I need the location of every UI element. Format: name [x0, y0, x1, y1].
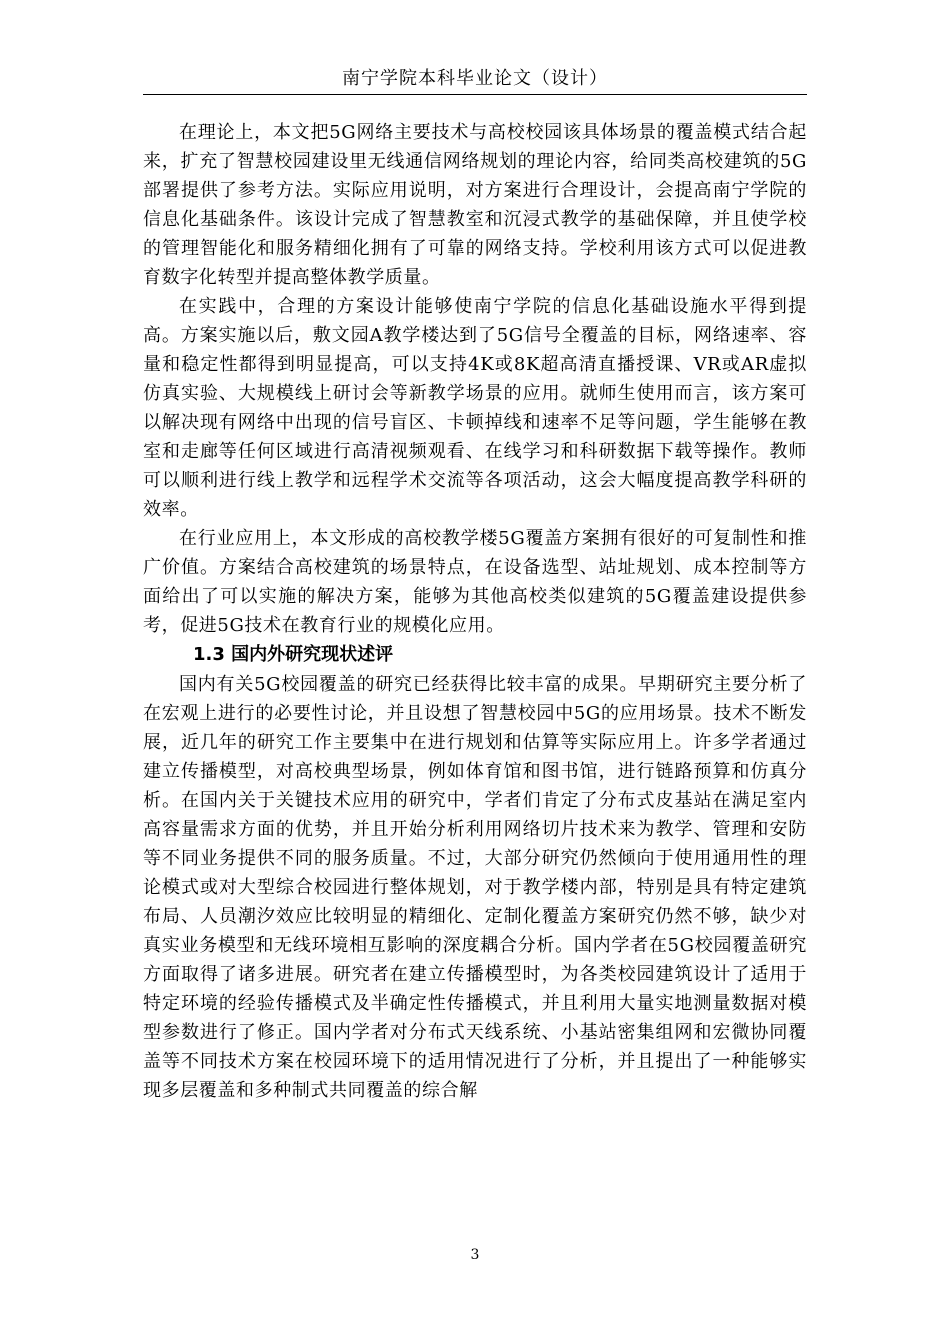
body-text	[143, 118, 807, 1105]
paragraph-theory: 在理论上，本文把5G网络主要技术与高校校园该具体场景的覆盖模式结合起来，扩充了智慧校园建设里无线通信网络规划的理论内容，给同类高校建筑的5G部署提供了参考方法。实际应用说明，对方案进行合理设计，会提高南宁学院的信息化基础条件。该设计完成了智慧教室和沉浸式教学的基础保障，并且使学校的管理智能化和服务精细化拥有了可靠的网络支持。学校利用该方式可以促进教育数字化转型并提高整体教学质量。	[143, 122, 807, 288]
paragraph-practice: 在实践中，合理的方案设计能够使南宁学院的信息化基础设施水平得到提高。方案实施以后，敷文园A教学楼达到了5G信号全覆盖的目标，网络速率、容量和稳定性都得到明显提高，可以支持4K或8K超高清直播授课、VR或AR虚拟仿真实验、大规模线上研讨会等新教学场景的应用。就师生使用而言，该方案可以解决现有网络中出现的信号盲区、卡顿掉线和速率不足等问题，学生能够在教室和走廊等任何区域进行高清视频观看、在线学习和科研数据下载等操作。教师可以顺利进行线上教学和远程学术交流等各项活动，这会大幅度提高教学科研的效率。	[143, 296, 807, 520]
section-heading: 1.3 国内外研究现状述评	[193, 644, 394, 665]
header-divider	[143, 94, 807, 95]
page-number: 3	[470, 1247, 480, 1263]
paragraph-domestic-research: 国内有关5G校园覆盖的研究已经获得比较丰富的成果。早期研究主要分析了在宏观上进行的必要性讨论，并且设想了智慧校园中5G的应用场景。技术不断发展，近几年的研究工作主要集中在进行规划和估算等实际应用上。许多学者通过建立传播模型，对高校典型场景，例如体育馆和图书馆，进行链路预算和仿真分析。在国内关于关键技术应用的研究中，学者们肯定了分布式皮基站在满足室内高容量需求方面的优势，并且开始分析利用网络切片技术来为教学、管理和安防等不同业务提供不同的服务质量。不过，大部分研究仍然倾向于使用通用性的理论模式或对大型综合校园进行整体规划，对于教学楼内部，特别是具有特定建筑布局、人员潮汐效应比较明显的精细化、定制化覆盖方案研究仍然不够，缺少对真实业务模型和无线环境相互影响的深度耦合分析。国内学者在5G校园覆盖研究方面取得了诸多进展。研究者在建立传播模型时，为各类校园建筑设计了适用于特定环境的经验传播模式及半确定性传播模式，并且利用大量实地测量数据对模型参数进行了修正。国内学者对分布式天线系统、小基站密集组网和宏微协同覆盖等不同技术方案在校园环境下的适用情况进行了分析，并且提出了一种能够实现多层覆盖和多种制式共同覆盖的综合解	[143, 674, 807, 1101]
running-header: 南宁学院本科毕业论文（设计）	[342, 68, 608, 89]
paragraph-industry: 在行业应用上，本文形成的高校教学楼5G覆盖方案拥有很好的可复制性和推广价值。方案结合高校建筑的场景特点，在设备选型、站址规划、成本控制等方面给出了可以实施的解决方案，能够为其他高校类似建筑的5G覆盖建设提供参考，促进5G技术在教育行业的规模化应用。	[143, 528, 807, 636]
